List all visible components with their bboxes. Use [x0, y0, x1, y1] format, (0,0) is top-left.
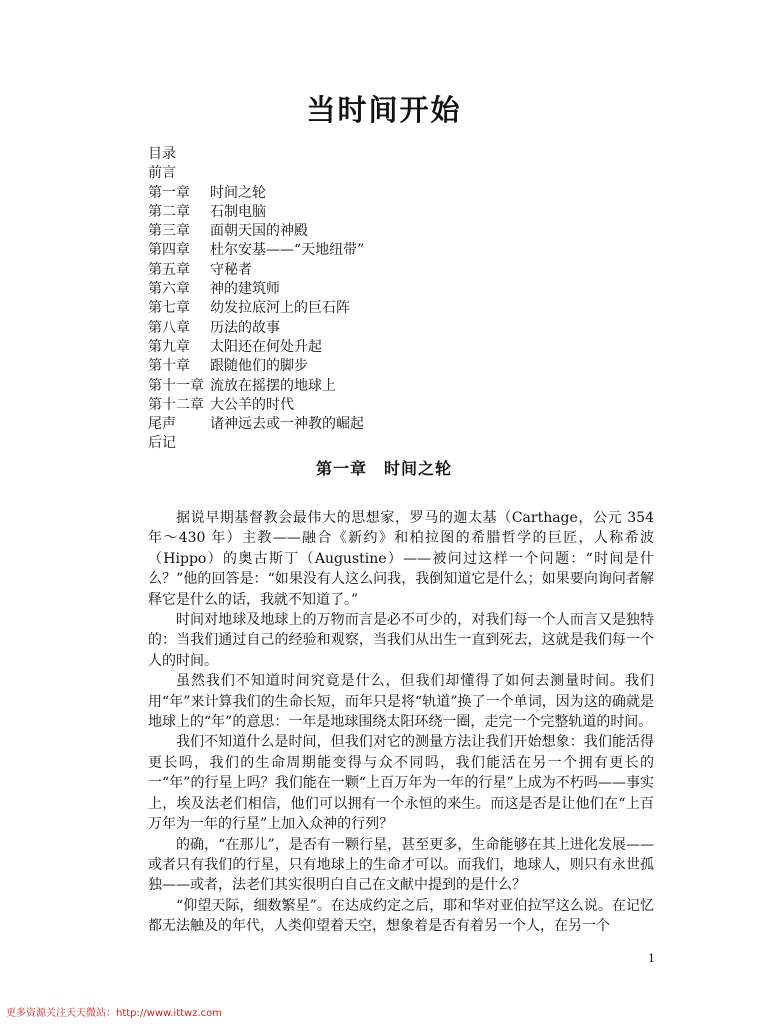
toc-item-number: 第九章 — [148, 338, 190, 355]
toc-item-number: 第二章 — [148, 203, 190, 220]
toc-item-title: 幼发拉底河上的巨石阵 — [210, 300, 350, 317]
paragraph: 的确，“在那儿”，是否有一颗行星，甚至更多，生命能够在其上进化发展——或者只有我们的行星，只有地球上的生命才可以。而我们，地球人，则只有永世孤独——或者，法老们其实很明白自己在文献中提到的是什么？ — [148, 836, 654, 894]
footer-watermark: 更多资源关注天天微站：http://www.ittwz.com — [6, 1008, 223, 1019]
paragraph: 时间对地球及地球上的万物而言是必不可少的，对我们每一个人而言又是独特的：当我们通过自己的经验和观察，当我们从出生一直到死去，这就是我们每一个人的时间。 — [148, 612, 654, 669]
toc-item — [148, 280, 648, 299]
toc-item-number: 尾声 — [148, 416, 176, 433]
toc-item — [148, 396, 648, 415]
toc-item-number: 第七章 — [148, 300, 190, 317]
page-number: 1 — [648, 952, 655, 965]
toc-item — [148, 203, 648, 222]
toc-item-title: 太阳还在何处升起 — [210, 338, 322, 355]
toc-item — [148, 338, 648, 357]
toc-item-title: 石制电脑 — [210, 203, 266, 220]
toc-item-title: 大公羊的时代 — [210, 396, 294, 413]
toc-item-number: 第六章 — [148, 281, 190, 298]
toc-item-title: 跟随他们的脚步 — [210, 358, 308, 375]
toc-item-number: 第十一章 — [148, 377, 204, 394]
toc-heading: 目录 — [148, 146, 176, 162]
table-of-contents — [148, 145, 648, 454]
toc-item-number: 第十二章 — [148, 396, 204, 413]
toc-item-title: 神的建筑师 — [210, 281, 280, 298]
toc-item-number: 第五章 — [148, 261, 190, 278]
toc-item-title: 杜尔安基——“天地纽带” — [210, 242, 365, 259]
toc-item — [148, 357, 648, 376]
document-title: 当时间开始 — [306, 93, 462, 127]
toc-item-title: 历法的故事 — [210, 319, 280, 336]
toc-item-number: 第八章 — [148, 319, 190, 336]
toc-item — [148, 261, 648, 280]
toc-preface: 前言 — [148, 165, 176, 182]
toc-item — [148, 299, 648, 318]
paragraph: “仰望天际，细数繁星”。在达成约定之后，耶和华对亚伯拉罕这么说。在记忆都无法触及的年代，人类仰望着天空，想象着是否有着另一个人，在另一个 — [148, 897, 654, 935]
paragraph: 我们不知道什么是时间，但我们对它的测量方法让我们开始想象：我们能活得更长吗，我们的生命周期能变得与众不同吗，我们能活在另一个拥有更长的一“年”的行星上吗？我们能在一颗“上百万年为一年的行星”上成为不朽吗——事实上，埃及法老们相信，他们可以拥有一个永恒的来生。而这是否是让他们在“上百万年为一年的行星”上加入众神的行列？ — [148, 734, 654, 833]
toc-item — [148, 415, 648, 434]
toc-item-title: 面朝天国的神殿 — [210, 223, 308, 240]
chapter-body — [148, 508, 654, 937]
toc-item-number: 第一章 — [148, 184, 190, 201]
paragraph: 虽然我们不知道时间究竟是什么，但我们却懂得了如何去测量时间。我们用“年”来计算我们的生命长短，而年只是将“轨道”换了一个单词，因为这的确就是地球上的“年”的意思：一年是地球围绕太阳环绕一圈，走完一个完整轨道的时间。 — [148, 673, 654, 731]
toc-item — [148, 241, 648, 260]
toc-item-number: 第四章 — [148, 242, 190, 259]
paragraph: 据说早期基督教会最伟大的思想家，罗马的迦太基（Carthage，公元 354 年～430 年）主教——融合《新约》和柏拉图的希腊哲学的巨匠，人称希波（Hippo）的奥古斯丁（Augustine）——被问过这样一个问题：“时间是什么？”他的回答是：“如果没有人这么问我，我倒知道它是什么；如果要向询问者解释它是什么的话，我就不知道了。” — [148, 510, 654, 608]
toc-item-title: 时间之轮 — [210, 184, 266, 201]
chapter-heading: 第一章 时间之轮 — [315, 459, 452, 478]
toc-afterword: 后记 — [148, 435, 176, 452]
toc-item — [148, 184, 648, 203]
toc-item — [148, 222, 648, 241]
toc-item-title: 流放在摇摆的地球上 — [210, 377, 336, 394]
toc-item-number: 第三章 — [148, 223, 190, 240]
toc-item-title: 守秘者 — [210, 261, 252, 278]
toc-item — [148, 377, 648, 396]
toc-item-number: 第十章 — [148, 358, 190, 375]
toc-item-title: 诸神远去或一神教的崛起 — [210, 416, 364, 433]
toc-item — [148, 319, 648, 338]
toc-chapter-list — [148, 184, 648, 435]
